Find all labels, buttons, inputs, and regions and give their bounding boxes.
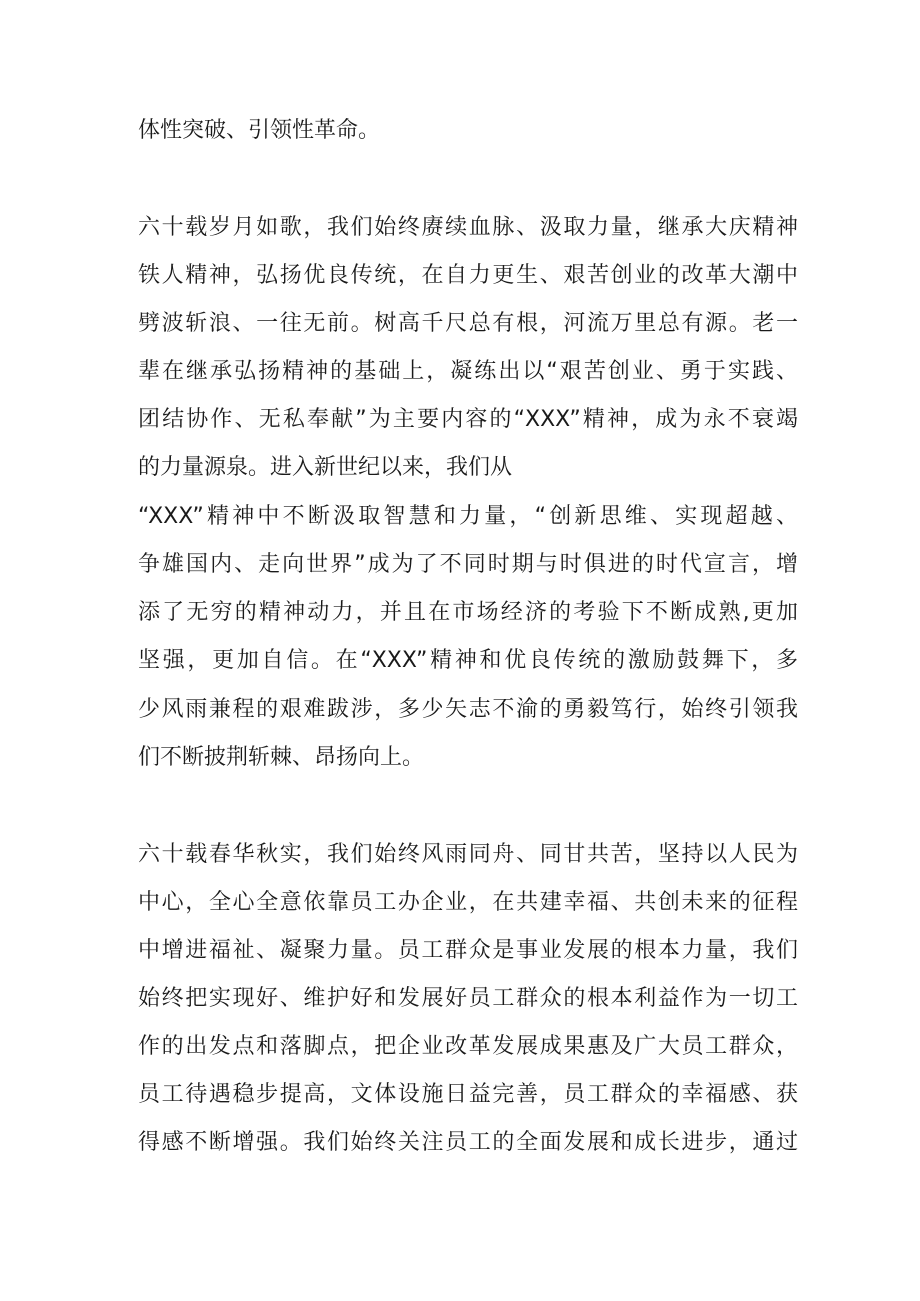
paragraph-3-line-5: 作的出发点和落脚点，把企业改革发展成果惠及广大员工群众，: [138, 1034, 798, 1059]
paragraph-2-line-7: “XXX”精神中不断汲取智慧和力量，“创新思维、实现超越、: [138, 504, 798, 529]
paragraph-1-line-1: 体性突破、引领性革命。: [138, 118, 381, 143]
paragraph-2-line-9: 添了无穷的精神动力，并且在市场经济的考验下不断成熟,更加: [138, 600, 798, 625]
paragraph-2-line-6: 的力量源泉。进入新世纪以来，我们从: [138, 455, 513, 480]
paragraph-3-line-7: 得感不断增强。我们始终关注员工的全面发展和成长进步，通过: [138, 1130, 798, 1155]
paragraph-2-line-5: 团结协作、无私奉献”为主要内容的“XXX”精神，成为永不衰竭: [138, 407, 798, 432]
paragraph-2-line-2: 铁人精神，弘扬优良传统，在自力更生、艰苦创业的改革大潮中: [138, 263, 798, 288]
paragraph-2-line-1: 六十载岁月如歌，我们始终赓续血脉、汲取力量，继承大庆精神: [138, 215, 798, 240]
paragraph-2-line-10: 坚强，更加自信。在“XXX”精神和优良传统的激励鼓舞下，多: [138, 648, 798, 673]
paragraph-2-line-3: 劈波斩浪、一往无前。树高千尺总有根，河流万里总有源。老一: [138, 311, 798, 336]
paragraph-3-line-2: 中心，全心全意依靠员工办企业，在共建幸福、共创未来的征程: [138, 890, 798, 915]
paragraph-2-line-11: 少风雨兼程的艰难跋涉，多少矢志不渝的勇毅笃行，始终引领我: [138, 697, 798, 722]
paragraph-3-line-3: 中增进福祉、凝聚力量。员工群众是事业发展的根本力量，我们: [138, 938, 798, 963]
paragraph-3-line-6: 员工待遇稳步提高，文体设施日益完善，员工群众的幸福感、获: [138, 1082, 798, 1107]
paragraph-2-line-8: 争雄国内、走向世界”成为了不同时期与时俱进的时代宣言，增: [138, 552, 798, 577]
paragraph-2-line-4: 辈在继承弘扬精神的基础上，凝练出以“艰苦创业、勇于实践、: [138, 359, 798, 384]
paragraph-2-line-12: 们不断披荆斩棘、昂扬向上。: [138, 745, 425, 770]
paragraph-3-line-4: 始终把实现好、维护好和发展好员工群众的根本利益作为一切工: [138, 986, 798, 1011]
paragraph-3-line-1: 六十载春华秋实，我们始终风雨同舟、同甘共苦，坚持以人民为: [138, 842, 798, 867]
